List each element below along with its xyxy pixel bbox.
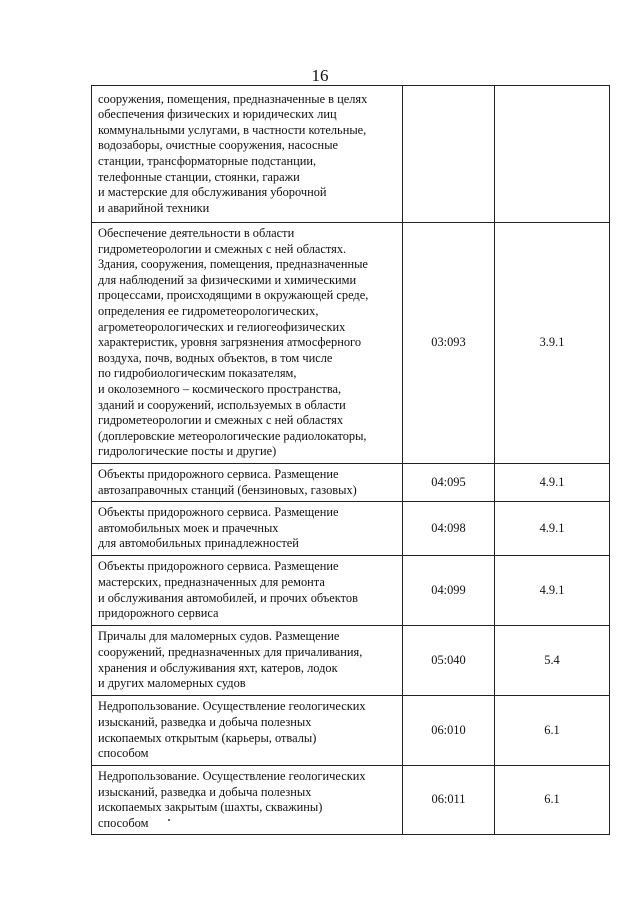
- description-line: зданий и сооружений, используемых в области: [98, 397, 346, 412]
- description-line: обеспечения физических и юридических лиц: [98, 107, 337, 122]
- description-line: воздуха, почв, водных объектов, в том числе: [98, 350, 333, 365]
- description-line: ископаемых открытым (карьеры, отвалы): [98, 730, 317, 745]
- description-line: придорожного сервиса: [98, 606, 219, 621]
- description-cell: [92, 766, 403, 835]
- classifier-number-cell: 6.1: [495, 766, 610, 835]
- description-cell: [92, 502, 403, 556]
- description-line: станции, трансформаторные подстанции,: [98, 154, 317, 168]
- description-line: агрометеорологических и гелиогеофизических: [98, 319, 346, 334]
- description-cell: [92, 556, 403, 626]
- description-line: способом: [98, 746, 149, 761]
- description-line: Объекты придорожного сервиса. Размещение: [98, 505, 339, 520]
- description-line: изысканий, разведка и добыча полезных: [98, 784, 312, 799]
- description-line: для наблюдений за физическими и химическими: [98, 272, 357, 287]
- table-row: [92, 86, 610, 223]
- scan-speck: [168, 819, 170, 821]
- table-row: [92, 766, 610, 835]
- description-cell: [92, 626, 403, 696]
- code-cell: 04:099: [403, 556, 495, 626]
- description-line: определения ее гидрометеорологических,: [98, 303, 319, 318]
- description-line: и обслуживания автомобилей, и прочих объектов: [98, 590, 358, 605]
- description-line: хранения и обслуживания яхт, катеров, лодок: [98, 660, 338, 675]
- description-line: мастерских, предназначенных для ремонта: [98, 575, 325, 589]
- description-line: и других маломерных судов: [98, 676, 246, 691]
- description-line: (доплеровские метеорологические радиолокаторы,: [98, 428, 367, 443]
- description-line: характеристик, уровня загрязнения атмосферного: [98, 335, 362, 350]
- description-line: Причалы для маломерных судов. Размещение: [98, 629, 340, 644]
- code-cell: 05:040: [403, 626, 495, 696]
- code-cell: [403, 86, 495, 223]
- code-cell: 04:095: [403, 463, 495, 501]
- description-line: гидрометеорологии и смежных с ней областях: [98, 413, 344, 428]
- table-row: [92, 556, 610, 626]
- classifier-number-cell: 4.9.1: [495, 463, 610, 501]
- table-row: [92, 626, 610, 696]
- classifier-number-cell: 6.1: [495, 696, 610, 766]
- description-cell: [92, 86, 403, 223]
- description-line: Недропользование. Осуществление геологических: [98, 769, 366, 784]
- description-cell: [92, 223, 403, 464]
- description-line: способом: [98, 815, 149, 830]
- description-line: Недропользование. Осуществление геологических: [98, 699, 366, 714]
- description-line: и аварийной техники: [98, 200, 210, 215]
- description-line: телефонные станции, стоянки, гаражи: [98, 169, 300, 184]
- description-line: изысканий, разведка и добыча полезных: [98, 715, 312, 729]
- code-cell: 06:010: [403, 696, 495, 766]
- description-line: сооружения, помещения, предназначенные в целях: [98, 91, 368, 106]
- table-row: [92, 463, 610, 501]
- description-line: гидрологические посты и другие): [98, 444, 277, 459]
- description-line: коммунальными услугами, в частности котельные,: [98, 122, 367, 137]
- description-line: автомобильных моек и прачечных: [98, 520, 279, 535]
- description-line: и мастерские для обслуживания уборочной: [98, 185, 327, 200]
- table-row: [92, 502, 610, 556]
- code-cell: 04:098: [403, 502, 495, 556]
- classifier-number-cell: 4.9.1: [495, 556, 610, 626]
- classifier-number-cell: [495, 86, 610, 223]
- classifier-number-cell: 4.9.1: [495, 502, 610, 556]
- table-row: [92, 223, 610, 464]
- description-line: автозаправочных станций (бензиновых, газовых): [98, 482, 357, 497]
- description-cell: [92, 463, 403, 501]
- description-line: гидрометеорологии и смежных с ней областях.: [98, 241, 347, 256]
- code-cell: 06:011: [403, 766, 495, 835]
- description-line: процессами, происходящими в окружающей среде,: [98, 288, 369, 303]
- description-line: и околоземного – космического пространства,: [98, 381, 342, 396]
- description-line: Объекты придорожного сервиса. Размещение: [98, 559, 339, 574]
- description-line: Обеспечение деятельности в области: [98, 226, 295, 240]
- description-line: ископаемых закрытым (шахты, скважины): [98, 800, 323, 815]
- description-line: для автомобильных принадлежностей: [98, 536, 299, 551]
- description-line: по гидробиологическим показателям,: [98, 366, 297, 381]
- page-number: 16: [311, 66, 329, 85]
- land-use-table: [91, 85, 610, 835]
- code-cell: 03:093: [403, 223, 495, 464]
- description-line: Объекты придорожного сервиса. Размещение: [98, 466, 339, 481]
- description-line: сооружений, предназначенных для причаливания,: [98, 645, 363, 659]
- description-cell: [92, 696, 403, 766]
- classifier-number-cell: 5.4: [495, 626, 610, 696]
- description-line: Здания, сооружения, помещения, предназначенные: [98, 257, 368, 272]
- description-line: водозаборы, очистные сооружения, насосные: [98, 138, 339, 153]
- classifier-number-cell: 3.9.1: [495, 223, 610, 464]
- table-row: [92, 696, 610, 766]
